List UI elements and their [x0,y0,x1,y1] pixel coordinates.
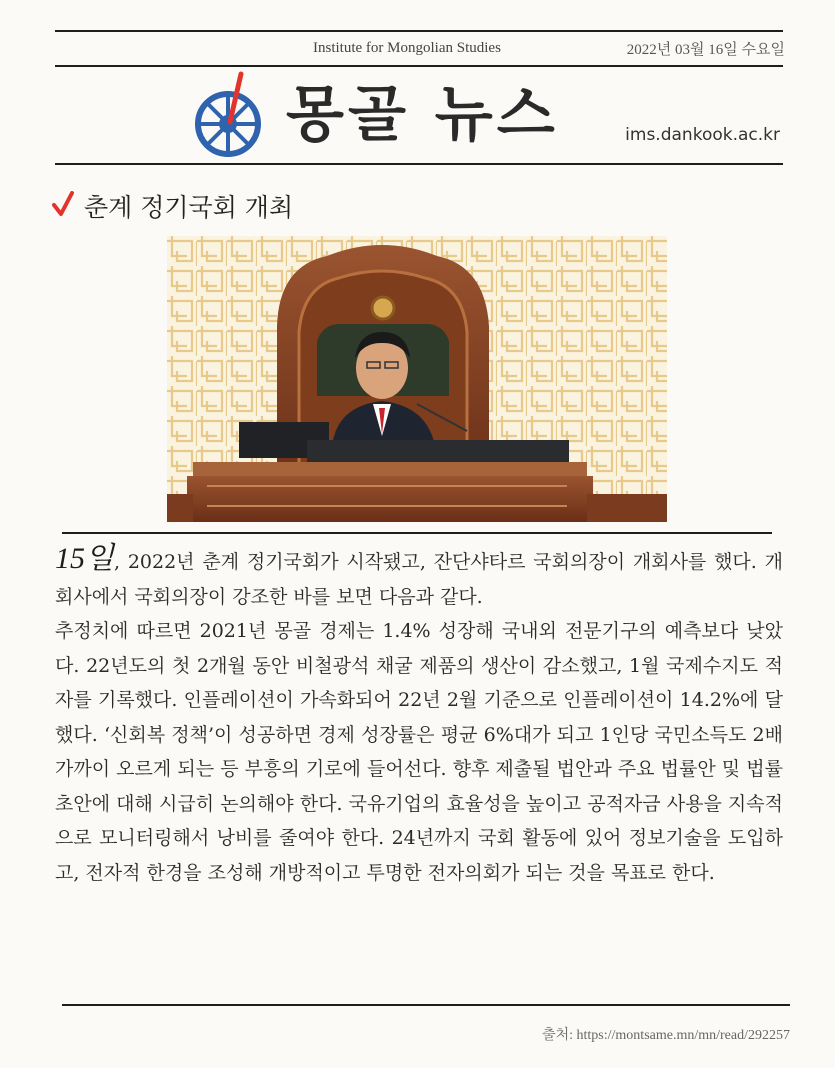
lead-text: , 2022년 춘계 정기국회가 시작됐고, 잔단샤타르 국회의장이 개회사를 했다. 개회사에서 국회의장이 강조한 바를 보면 다음과 같다. [55,551,783,608]
site-url: ims.dankook.ac.kr [625,125,780,145]
lead-paragraph [55,542,783,614]
lead-day: 15일 [55,542,114,575]
bottom-rule [62,1004,790,1006]
article-body [55,542,783,890]
institute-name: Institute for Mongolian Studies [313,40,501,56]
top-rule [55,30,783,32]
parliament-photo [167,236,667,522]
source-credit: 출처: https://montsame.mn/mn/read/292257 [542,1028,790,1043]
photo-rule [62,532,772,534]
wheel-logo-icon [192,70,264,160]
issue-date: 2022년 03월 16일 수요일 [626,42,785,58]
header-rule [55,65,783,67]
check-mark-icon [52,191,74,217]
masthead-title: 몽골 뉴스 [286,80,559,150]
body-paragraph: 추정치에 따르면 2021년 몽골 경제는 1.4% 성장해 국내외 전문기구의 예측보다 낮았다. 22년도의 첫 2개월 동안 비철광석 채굴 제품의 생산이 감소했고, 1월 국제수지도 적자를 기록했다. 인플레이션이 가속화되어 22년 2월 기준으로 인플레이션이 14.2%에 달했다. ‘신회복 정책’이 성공하면 경제 성장률은 평균 6%대가 되고 1인당 국민소득도 2배 가까이 오르게 되는 등 부흥의 기로에 들어선다. 향후 제출될 법안과 주요 법률안 및 법률 초안에 대해 시급히 논의해야 한다. 국유기업의 효율성을 높이고 공적자금 사용을 지속적으로 모니터링해서 낭비를 줄여야 한다. 24년까지 국회 활동에 있어 정보기술을 도입하고, 전자적 한경을 조성해 개방적이고 투명한 전자의회가 되는 것을 목표로 한다. [55,620,783,884]
article-headline: 춘계 정기국회 개최 [84,193,294,222]
masthead-rule [55,163,783,165]
